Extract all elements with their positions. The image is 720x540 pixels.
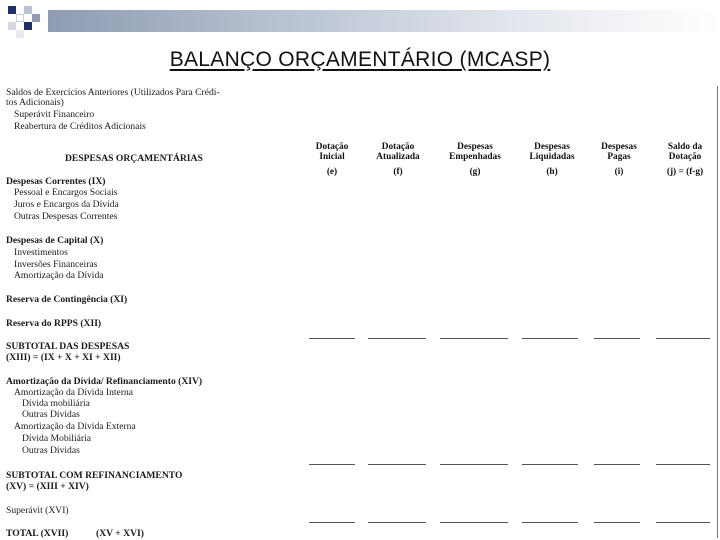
row-reserva-rpps: Reserva do RPPS (XII) [6, 318, 102, 329]
top-line-1: Saldos de Exercícios Anteriores (Utilizados Para Crédi- [6, 87, 220, 98]
decor-square [8, 6, 16, 14]
value-underline [440, 464, 508, 465]
row-superavit: Superávit (XVI) [6, 505, 69, 516]
row-total: TOTAL (XVII) [6, 528, 69, 539]
section-title: DESPESAS ORÇAMENTÁRIAS [65, 153, 203, 164]
value-underline [656, 338, 710, 339]
value-underline [368, 338, 426, 339]
value-underline [594, 522, 640, 523]
col-header-dotacao-inicial: Dotação Inicial (e) [315, 142, 349, 177]
value-underline [522, 522, 578, 523]
row-outras-dividas-1: Outras Dívidas [22, 409, 80, 420]
row-investimentos: Investimentos [14, 247, 68, 258]
row-amort-refinanciamento: Amortização da Dívida/ Refinanciamento (XIV) [6, 376, 203, 387]
row-amortizacao: Amortização da Dívida [14, 270, 104, 281]
value-underline [594, 464, 640, 465]
value-underline [440, 338, 508, 339]
row-subtotal-refinanciamento: SUBTOTAL COM REFINANCIAMENTO [6, 470, 183, 481]
decor-square [16, 30, 24, 38]
slide-title: BALANÇO ORÇAMENTÁRIO (MCASP) [169, 48, 551, 71]
header-decoration [0, 0, 720, 50]
row-pessoal: Pessoal e Encargos Sociais [14, 187, 118, 198]
value-underline [309, 338, 355, 339]
row-amort-interna: Amortização da Dívida Interna [14, 387, 134, 398]
row-despesas-correntes: Despesas Correntes (IX) [6, 176, 106, 187]
row-juros: Juros e Encargos da Dívida [14, 199, 119, 210]
value-underline [440, 522, 508, 523]
row-amort-externa: Amortização da Dívida Externa [14, 421, 136, 432]
decor-square [24, 22, 32, 30]
value-underline [309, 522, 355, 523]
row-subtotal-despesas-formula: (XIII) = (IX + X + XI + XII) [6, 352, 121, 363]
row-divida-mobiliaria-1: Dívida mobiliária [22, 398, 90, 409]
top-line-2: tos Adicionais) [6, 97, 64, 108]
row-inversoes: Inversões Financeiras [14, 259, 98, 270]
header-gradient-bar [48, 10, 720, 32]
row-subtotal-refinanciamento-formula: (XV) = (XIII + XIV) [6, 481, 89, 492]
row-divida-mobiliaria-2: Dívida Mobiliária [22, 433, 92, 444]
row-despesas-capital: Despesas de Capital (X) [6, 235, 104, 246]
col-header-dotacao-atualizada: Dotação Atualizada (f) [376, 142, 420, 177]
decor-square [8, 22, 16, 30]
top-item-reabertura: Reabertura de Créditos Adicionais [14, 121, 146, 132]
decor-square [16, 14, 24, 22]
col-header-despesas-empenhadas: Despesas Empenhadas (g) [449, 142, 501, 177]
row-outras-dividas-2: Outras Dívidas [22, 445, 80, 456]
value-underline [594, 338, 640, 339]
value-underline [522, 464, 578, 465]
value-underline [368, 464, 426, 465]
row-subtotal-despesas: SUBTOTAL DAS DESPESAS [6, 341, 130, 352]
col-header-despesas-liquidadas: Despesas Liquidadas (h) [529, 142, 575, 177]
value-underline [656, 522, 710, 523]
value-underline [522, 338, 578, 339]
top-item-superavit: Superávit Financeiro [14, 109, 95, 120]
decor-square [32, 14, 40, 22]
row-reserva-contingencia: Reserva de Contingência (XI) [6, 294, 128, 305]
row-total-formula: (XV + XVI) [96, 528, 144, 539]
value-underline [309, 464, 355, 465]
col-header-despesas-pagas: Despesas Pagas (i) [601, 142, 637, 177]
value-underline [368, 522, 426, 523]
value-underline [656, 464, 710, 465]
row-outras-correntes: Outras Despesas Correntes [14, 211, 118, 222]
decor-square [24, 6, 32, 14]
col-header-saldo-dotacao: Saldo da Dotação (j) = (f-g) [666, 142, 704, 177]
